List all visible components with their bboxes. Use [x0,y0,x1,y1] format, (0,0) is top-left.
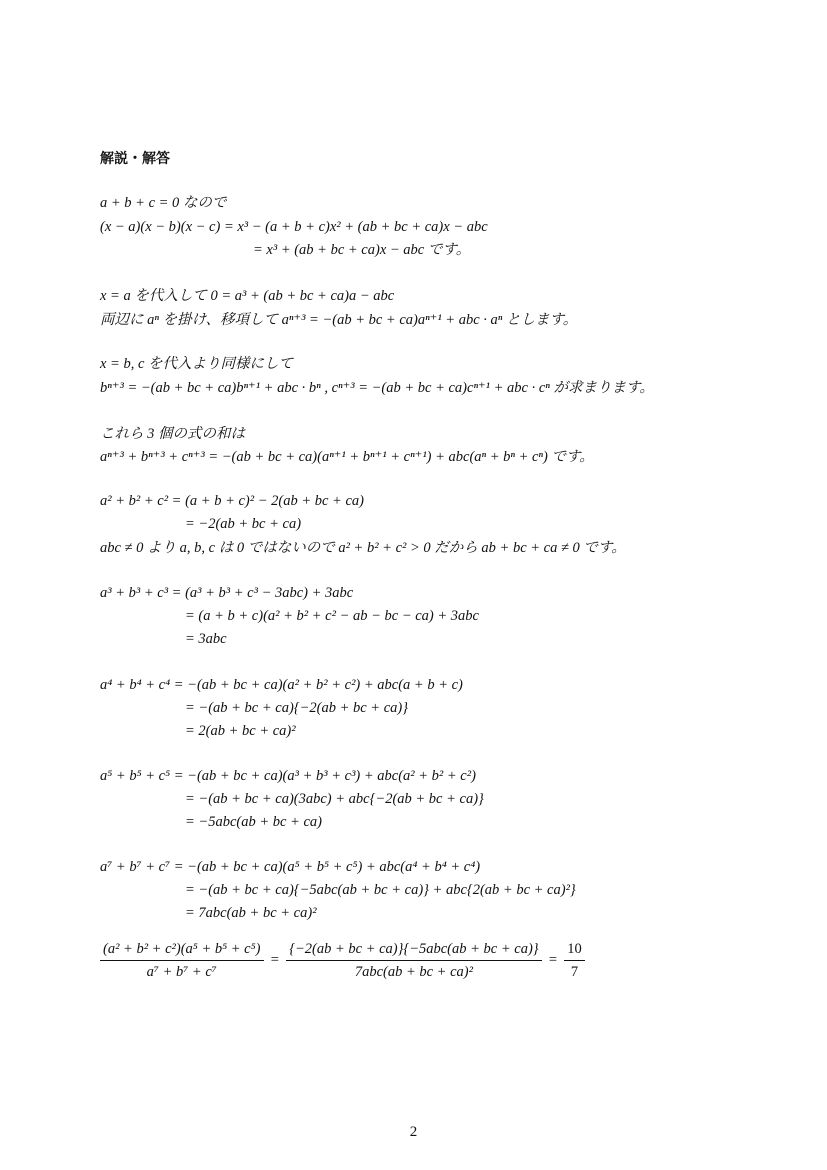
fraction-middle-numerator: {−2(ab + bc + ca)}{−5abc(ab + bc + ca)} [286,940,541,961]
fraction-result [564,940,585,981]
power5-line-2: = −(ab + bc + ca)(3abc) + abc{−2(ab + bc + ca)} [185,791,484,807]
fraction-middle [286,940,541,981]
fraction-middle-denominator: 7abc(ab + bc + ca)² [354,964,473,980]
power7-line-3: = 7abc(ab + bc + ca)² [185,905,317,921]
substitute-a-line-2: 両辺に aⁿ を掛け、移項して aⁿ⁺³ = −(ab + bc + ca)aⁿ⁺¹ + abc · aⁿ とします。 [100,312,578,328]
power5-line-3: = −5abc(ab + bc + ca) [185,814,322,830]
page-number: 2 [409,1124,418,1140]
substitute-a-line-1: x = a を代入して 0 = a³ + (ab + bc + ca)a − abc [100,288,395,304]
final-equation [100,940,585,981]
fraction-left [100,940,264,981]
power7-line-1: a⁷ + b⁷ + c⁷ = −(ab + bc + ca)(a⁵ + b⁵ + c⁵) + abc(a⁴ + b⁴ + c⁴) [100,859,481,875]
power3-line-2: = (a + b + c)(a² + b² + c² − ab − bc − ca) + 3abc [185,608,479,624]
power4-line-3: = 2(ab + bc + ca)² [185,723,296,739]
power2-line-1: a² + b² + c² = (a + b + c)² − 2(ab + bc + ca) [100,493,364,509]
intro-line-1: a + b + c = 0 なので [100,195,227,211]
fraction-left-numerator: (a² + b² + c²)(a⁵ + b⁵ + c⁵) [100,940,264,961]
intro-line-3: = x³ + (ab + bc + ca)x − abc です。 [253,242,471,258]
power3-line-3: = 3abc [185,631,227,647]
sum-line-1: これら 3 個の式の和は [100,426,245,442]
equals-sign: = [267,951,283,968]
substitute-bc-line-1: x = b, c を代入より同様にして [100,356,294,372]
power4-line-2: = −(ab + bc + ca){−2(ab + bc + ca)} [185,700,409,716]
substitute-bc-line-2: bⁿ⁺³ = −(ab + bc + ca)bⁿ⁺¹ + abc · bⁿ , cⁿ⁺³ = −(ab + bc + ca)cⁿ⁺¹ + abc · cⁿ が求まります。 [100,380,654,396]
sum-line-2: aⁿ⁺³ + bⁿ⁺³ + cⁿ⁺³ = −(ab + bc + ca)(aⁿ⁺¹ + bⁿ⁺¹ + cⁿ⁺¹) + abc(aⁿ + bⁿ + cⁿ) です。 [100,449,594,465]
fraction-left-denominator: a⁷ + b⁷ + c⁷ [146,964,217,980]
power2-line-2: = −2(ab + bc + ca) [185,516,302,532]
power5-line-1: a⁵ + b⁵ + c⁵ = −(ab + bc + ca)(a³ + b³ + c³) + abc(a² + b² + c²) [100,768,476,784]
power2-line-3: abc ≠ 0 より a, b, c は 0 ではないので a² + b² + c² > 0 だから ab + bc + ca ≠ 0 です。 [100,540,626,556]
equals-sign: = [545,951,561,968]
section-heading: 解説・解答 [100,151,170,167]
intro-line-2: (x − a)(x − b)(x − c) = x³ − (a + b + c)x² + (ab + bc + ca)x − abc [100,219,488,235]
power4-line-1: a⁴ + b⁴ + c⁴ = −(ab + bc + ca)(a² + b² + c²) + abc(a + b + c) [100,677,463,693]
fraction-result-numerator: 10 [564,940,585,961]
fraction-result-denominator: 7 [570,964,579,980]
power3-line-1: a³ + b³ + c³ = (a³ + b³ + c³ − 3abc) + 3abc [100,585,354,601]
power7-line-2: = −(ab + bc + ca){−5abc(ab + bc + ca)} + abc{2(ab + bc + ca)²} [185,882,576,898]
